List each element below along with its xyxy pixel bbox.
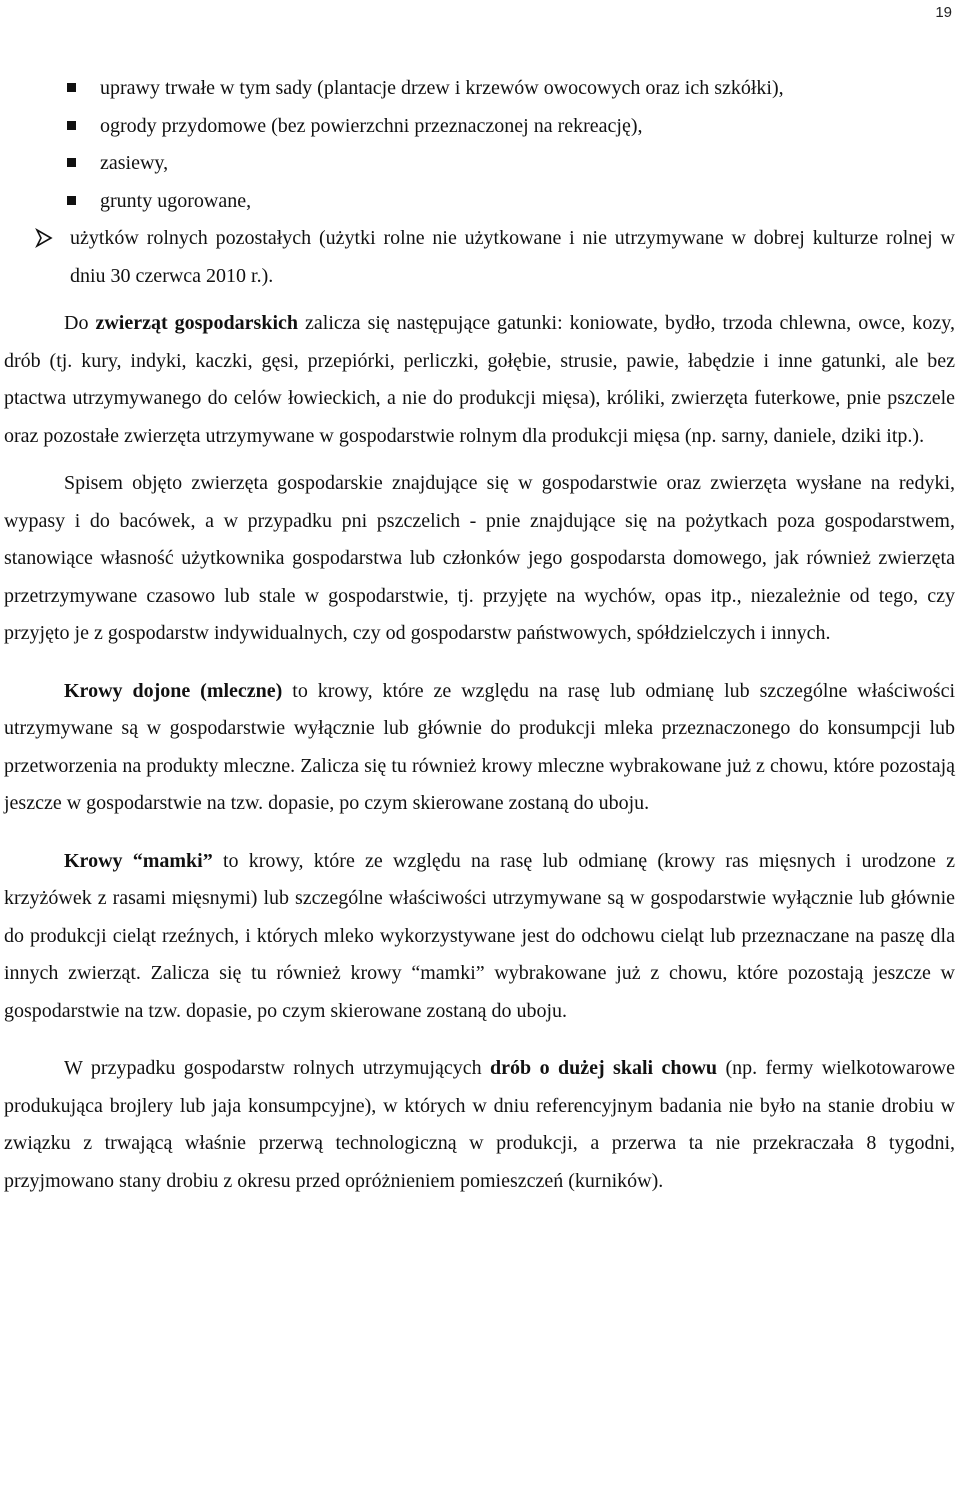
term-suckler-cows: Krowy “mamki”: [64, 849, 213, 872]
page-number: 19: [935, 4, 952, 21]
square-bullet-icon: [67, 196, 76, 205]
paragraph-text: Do: [64, 312, 96, 334]
document-body: [4, 70, 955, 1200]
paragraph-dairy-cows: [4, 673, 955, 823]
square-bullet-list: [4, 70, 955, 220]
square-bullet-icon: [67, 83, 76, 92]
paragraph-text: to krowy, które ze względu na rasę lub odmianę (krowy ras mięsnych i urodzone z krzyżówek z rasami mięsnymi) lub szczególne właściwości utrzymywane są w gospodarstwie wyłącznie lub głównie do produkcji cieląt rzeźnych, i których mleko wykorzystywane jest do odchowu cieląt lub przeznaczane na paszę dla innych zwierząt. Zalicza się tu również krowy “mamki” wybrakowane już z chowu, które pozostają jeszcze w gospodarstwie na tzw. dopasie, po czym skierowane zostaną do uboju.: [4, 849, 955, 1022]
square-bullet-icon: [67, 158, 76, 167]
list-item: [4, 220, 955, 295]
list-item: [4, 183, 955, 221]
list-item-text: zasiewy,: [100, 152, 169, 174]
list-item: [4, 70, 955, 108]
paragraph-census-scope: Spisem objęto zwierzęta gospodarskie znajdujące się w gospodarstwie oraz zwierzęta wysłane na redyki, wypasy i do bacówek, a w przypadku pni pszczelich - pnie znajdujące się na pożytkach poza gospodarstwem, stanowiące własność użytkownika gospodarstwa lub członków jego gospodarsta domowego, jak również zwierzęta przetrzymywane czasowo lub stale w gospodarstwie, tj. przyjęte na wychów, opas itp., niezależnie od tego, czy przyjęto je z gospodarstw indywidualnych, czy od gospodarstw państwowych, spółdzielczych i innych.: [4, 472, 955, 644]
list-item-text: ogrody przydomowe (bez powierzchni przeznaczonej na rekreację),: [100, 114, 643, 137]
arrow-bullet-list: [4, 220, 955, 295]
list-item-text: grunty ugorowane,: [100, 189, 252, 212]
paragraph-farm-animals: [4, 305, 955, 455]
paragraph-text: W przypadku gospodarstw rolnych utrzymujących: [64, 1057, 491, 1079]
list-item-text: uprawy trwałe w tym sady (plantacje drzew i krzewów owocowych oraz ich szkółki),: [100, 77, 784, 99]
list-item: [4, 145, 955, 183]
paragraph-text: zalicza się następujące gatunki: koniowate, bydło, trzoda chlewna, owce, kozy, drób (tj. kury, indyki, kaczki, gęsi, przepiórki, perliczki, gołębie, strusie, pawie, łabędzie i inne gatunki, ale bez ptactwa utrzymywanego do celów łowieckich, a nie do produkcji mięsa), króliki, zwierzęta futerkowe, pnie pszczele oraz pozostałe zwierzęta utrzymywane w gospodarstwie rolnym dla produkcji mięsa (np. sarny, daniele, dziki itp.).: [4, 312, 955, 447]
paragraph-suckler-cows: [4, 843, 955, 1031]
paragraph-poultry: [4, 1050, 955, 1200]
paragraph-text: (np. fermy wielkotowarowe produkująca brojlery lub jaja konsumpcyjne), w których w dniu referencyjnym badania nie było na stanie drobiu w związku z trwającą właśnie przerwą technologiczną w produkcji, a przerwa ta nie przekraczała 8 tygodni, przyjmowano stany drobiu z okresu przed opróżnieniem pomieszczeń (kurników).: [4, 1057, 955, 1192]
term-dairy-cows: Krowy dojone (mleczne): [64, 679, 283, 702]
square-bullet-icon: [67, 121, 76, 130]
paragraph-text: to krowy, które ze względu na rasę lub odmianę lub szczególne właściwości utrzymywane są w gospodarstwie wyłącznie lub głównie do produkcji mleka przeznaczonego do konsumpcji lub przetworzenia na produkty mleczne. Zalicza się tu również krowy mleczne wybrakowane już z chowu, które pozostają jeszcze w gospodarstwie na tzw. dopasie, po czym skierowane zostaną do uboju.: [4, 679, 956, 814]
list-item: [4, 108, 955, 146]
term-large-scale-poultry: drób o dużej skali chowu: [490, 1057, 718, 1079]
list-item-text: użytków rolnych pozostałych (użytki rolne nie użytkowane i nie utrzymywane w dobrej kulturze rolnej w dniu 30 czerwca 2010 r.).: [70, 227, 955, 287]
arrowhead-bullet-icon: [34, 228, 54, 248]
term-farm-animals: zwierząt gospodarskich: [95, 312, 299, 334]
